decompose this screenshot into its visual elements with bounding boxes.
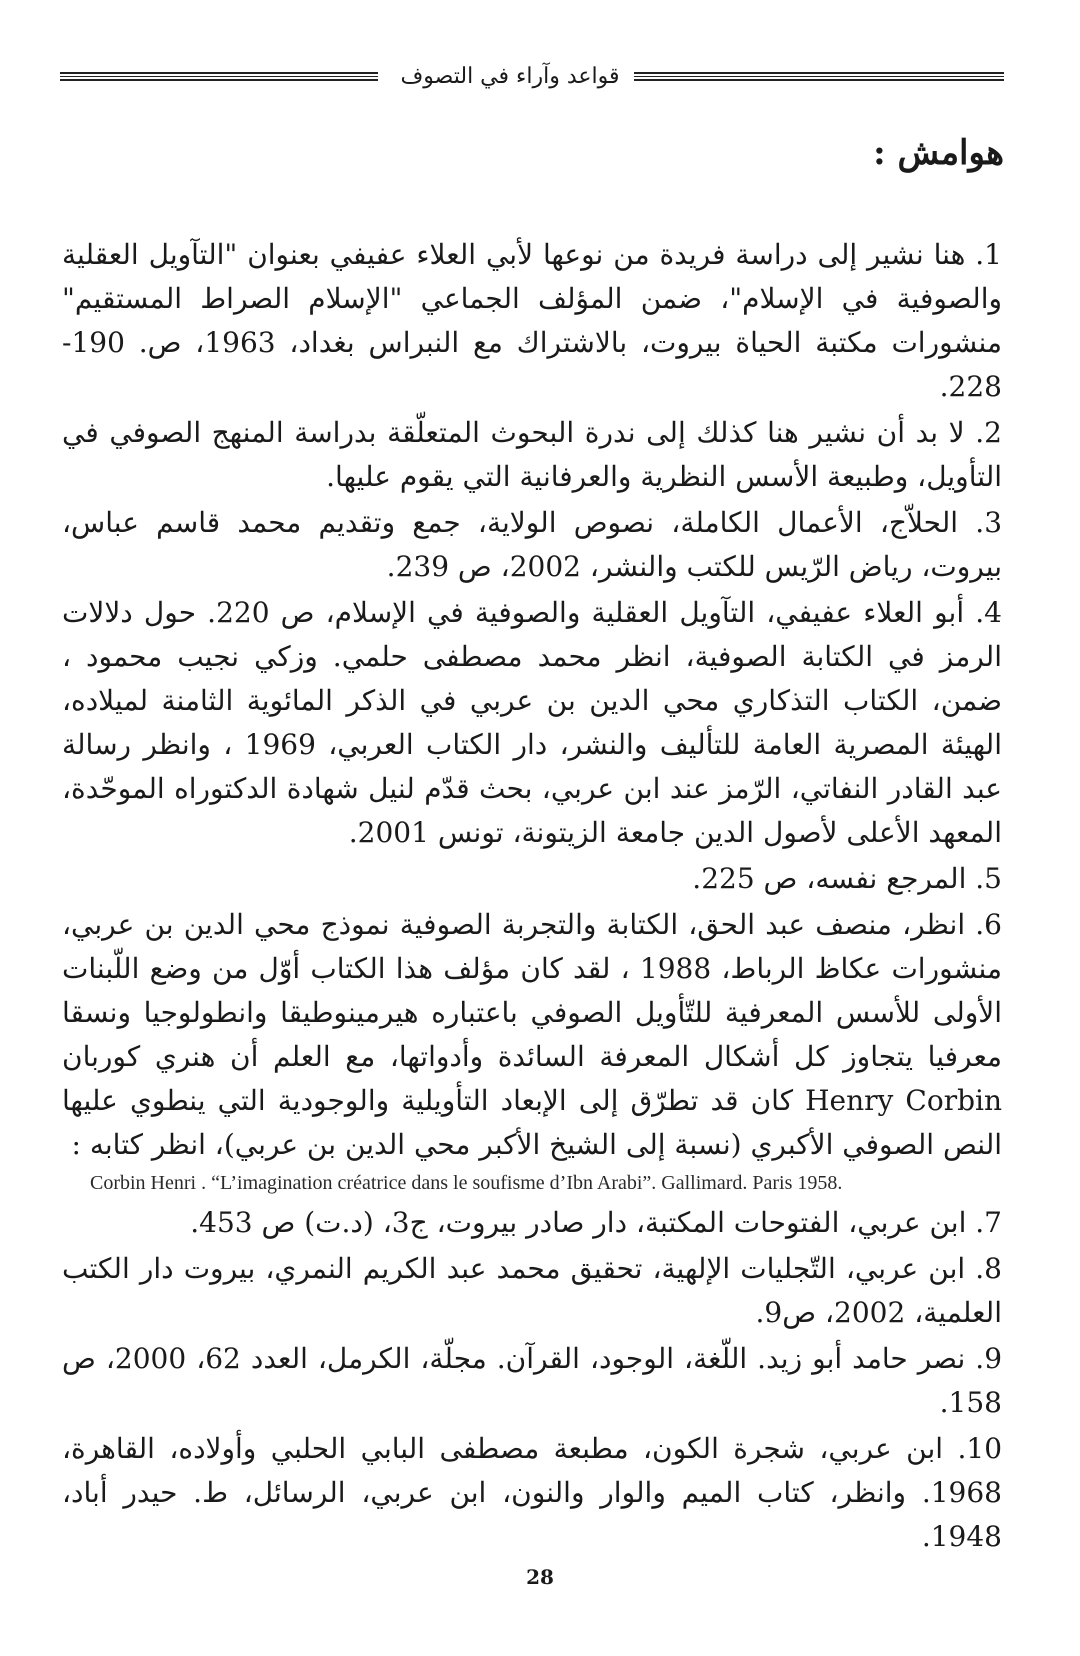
footnote-text: انظر، منصف عبد الحق، الكتابة والتجربة الصوفية نموذج محي الدين بن عربي، منشورات عكاظ الرباط، 1988 ، لقد كان مؤلف هذا الكتاب أوّل من وضع اللّبنات الأولى للأسس المعرفية للتّأويل الصوفي باعتباره هيرمينوطيقا وانطولوجيا ونسقا معرفيا يتجاوز كل أشكال المعرفة السائدة وأدواتها، مع العلم أن هنري كوربان Henry Corbin كان قد تطرّق إلى الإبعاد التأويلية والوجودية التي ينطوي عليها النص الصوفي الأكبري (نسبة إلى الشيخ الأكبر محي الدين بن عربي)، انظر كتابه :	[62, 908, 1003, 1161]
footnote-number: 4.	[975, 596, 1002, 629]
footnote-3	[62, 501, 1002, 589]
footnote-7	[62, 1201, 1002, 1245]
footnote-text: ابن عربي، الفتوحات المكتبة، دار صادر بيروت، ج3، (د.ت) ص 453.	[190, 1206, 967, 1239]
footnote-text: لا بد أن نشير هنا كذلك إلى ندرة البحوث المتعلّقة بدراسة المنهج الصوفي في التأويل، وطبيعة الأسس النظرية والعرفانية التي يقوم عليها.	[62, 416, 1002, 493]
header-rule-right	[634, 72, 1004, 82]
running-header	[60, 58, 1004, 98]
footnote-text: ابن عربي، شجرة الكون، مطبعة مصطفى البابي الحلبي وأولاده، القاهرة، 1968. وانظر، كتاب الميم والوار والنون، ابن عربي، الرسائل، ط. حيدر أباد، 1948.	[62, 1432, 1002, 1553]
footnote-text: نصر حامد أبو زيد. اللّغة، الوجود، القرآن. مجلّة، الكرمل، العدد 62، 2000، ص 158.	[62, 1342, 1002, 1419]
footnote-2	[62, 411, 1002, 499]
footnote-number: 6.	[975, 908, 1002, 941]
footnote-9	[62, 1337, 1002, 1425]
footnote-text: هنا نشير إلى دراسة فريدة من نوعها لأبي العلاء عفيفي بعنوان "التآويل العقلية والصوفية في الإسلام"، ضمن المؤلف الجماعي "الإسلام الصراط المستقيم" منشورات مكتبة الحياة بيروت، بالاشتراك مع النبراس بغداد، 1963، ص. 190-228.	[62, 238, 1002, 403]
footnote-number: 10.	[957, 1432, 1003, 1465]
footnote-number: 8.	[975, 1252, 1002, 1285]
page-number: 28	[526, 1565, 554, 1589]
footnote-text: المرجع نفسه، ص 225.	[692, 862, 967, 895]
footnotes-list	[62, 233, 1002, 1561]
footnote-10	[62, 1427, 1002, 1559]
section-title: هوامش :	[873, 133, 1004, 173]
footnote-number: 9.	[975, 1342, 1003, 1375]
footnote-5	[62, 857, 1002, 901]
footnote-text: أبو العلاء عفيفي، التآويل العقلية والصوفية في الإسلام، ص 220. حول دلالات الرمز في الكتابة الصوفية، انظر محمد مصطفى حلمي. وزكي نجيب محمود ، ضمن، الكتاب التذكاري محي الدين بن عربي في الذكر المائوية الثامنة لميلاده، الهيئة المصرية العامة للتأليف والنشر، دار الكتاب العربي، 1969 ، وانظر رسالة عبد القادر النفاتي، الرّمز عند ابن عربي، بحث قدّم لنيل شهادة الدكتوراه الموحّدة، المعهد الأعلى لأصول الدين جامعة الزيتونة، تونس 2001.	[62, 596, 1002, 849]
footnote-6	[62, 903, 1002, 1167]
running-header-title: قواعد وآراء في التصوف	[400, 64, 620, 89]
footnote-number: 7.	[975, 1206, 1002, 1239]
footnote-number: 3.	[975, 506, 1003, 539]
footnote-number: 2.	[975, 416, 1002, 449]
footnote-4	[62, 591, 1002, 855]
footnote-8	[62, 1247, 1002, 1335]
footnote-1	[62, 233, 1002, 409]
footnote-number: 1.	[975, 238, 1002, 271]
footnote-number: 5.	[975, 862, 1002, 895]
footnote-6-latin-reference: Corbin Henri . “L’imagination créatrice dans le soufisme d’Ibn Arabi”. Gallimard. Paris 1958.	[90, 1172, 843, 1194]
header-rule-left	[60, 72, 378, 82]
footnote-text: الحلاّج، الأعمال الكاملة، نصوص الولاية، جمع وتقديم محمد قاسم عباس، بيروت، رياض الرّيس للكتب والنشر، 2002، ص 239.	[62, 506, 1002, 583]
footnote-text: ابن عربي، التّجليات الإلهية، تحقيق محمد عبد الكريم النمري، بيروت دار الكتب العلمية، 2002، ص9.	[62, 1252, 1002, 1329]
